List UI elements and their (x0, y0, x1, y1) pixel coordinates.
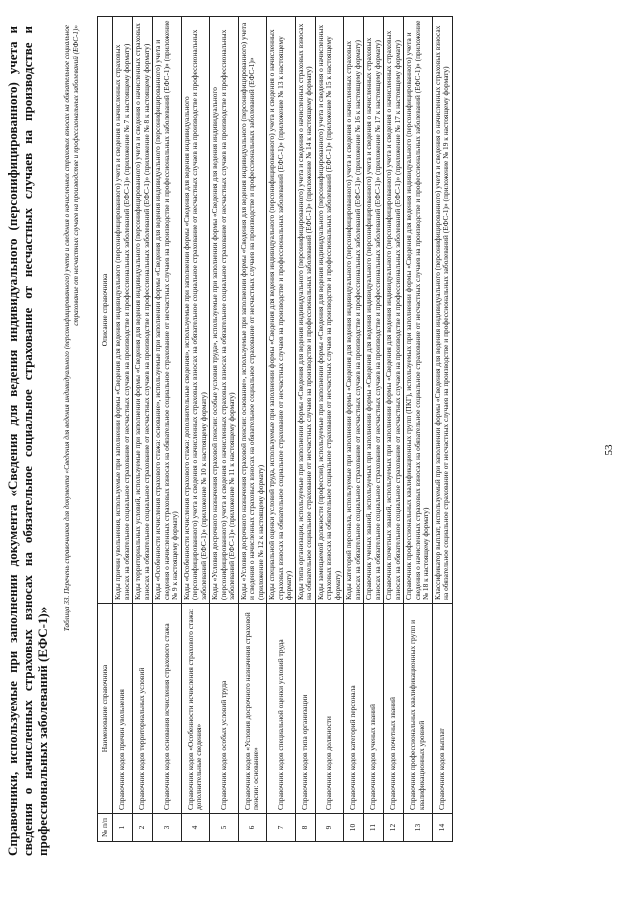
table-row (210, 17, 239, 842)
row-name: Справочник кодов почетных званий (384, 604, 404, 814)
header-name: Наименование справочника (98, 604, 113, 814)
row-description: Коды «Особенности исчисления страхового стажа: основание», используемые при заполнении формы «Сведения для ведения индивидуального (персонифицированного) учета и сведения о начисленных страховых взносах на обязательное социальное страхование от несчастных случаев на производстве и профессиональных заболеваний (ЕФС-1)» (приложение № 9 к настоящему формату) (153, 17, 182, 604)
table-row (238, 17, 267, 842)
header-number: № п/п (98, 814, 113, 842)
row-number: 10 (344, 814, 364, 842)
row-description: Классификатор выплат, используемый при заполнении формы «Сведения для ведения индивидуального (персонифицированного) учета и сведения о начисленных страховых взносах на обязательное социальное страхование от несчастных случаев на производстве и профессиональных заболеваний (ЕФС-1)» (приложение № 19 к настоящему формату) (432, 17, 452, 604)
row-number: 4 (181, 814, 210, 842)
row-number: 3 (153, 814, 182, 842)
table-row (404, 17, 433, 842)
row-description: Коды причин увольнения, используемые при заполнении формы «Сведения для ведения индивидуального (персонифицированного) учета и сведения о начисленных страховых взносах на обязательное социальное страхование от несчастных случаев на производстве и профессиональных заболеваний (ЕФС-1)» (приложение № 7 к настоящему формату) (113, 17, 133, 604)
row-description: Коды территориальных условий, используемые при заполнении формы «Сведения для ведения индивидуального (персонифицированного) учета и сведения о начисленных страховых взносах на обязательное социальное страхование от несчастных случаев на производстве и профессиональных заболеваний (ЕФС-1)» (приложение № 8 к настоящему формату) (133, 17, 153, 604)
table-row (133, 17, 153, 842)
row-name: Справочник кодов ученых званий (364, 604, 384, 814)
row-description: Коды «Условия досрочного назначения страховой пенсии: основание», используемые при заполнении формы «Сведения для ведения индивидуального (персонифицированного) учета и сведения о начисленных страховых взносах на обязательное социальное страхование от несчастных случаев на производстве и профессиональных заболеваний (ЕФС-1)» (приложение № 12 к настоящему формату) (238, 17, 267, 604)
row-number: 1 (113, 814, 133, 842)
row-description: Коды категорий персонала, используемые при заполнении формы «Сведения для ведения индивидуального (персонифицированного) учета и сведения о начисленных страховых взносах на обязательное социальное страхование от несчастных случаев на производстве и профессиональных заболеваний (ЕФС-1)» (приложение № 16 к настоящему формату) (344, 17, 364, 604)
table-row (384, 17, 404, 842)
table-row (113, 17, 133, 842)
row-number: 6 (238, 814, 267, 842)
row-description: Коды типа организации, используемые при заполнении формы «Сведения для ведения индивидуального (персонифицированного) учета и сведения о начисленных страховых взносах на обязательное социальное страхование от несчастных случаев на производстве и профессиональных заболеваний (ЕФС-1)» (приложение № 14 к настоящему формату) (295, 17, 315, 604)
table-row (295, 17, 315, 842)
row-description: Справочник профессиональных квалификационных групп (ПКГ), используемых при заполнении формы «Сведения для ведения индивидуального (персонифицированного) учета и сведения о начисленных страховых взносах на обязательное социальное страхование от несчастных случаев на производстве и профессиональных заболеваний (ЕФС-1)» (приложение № 18 к настоящему формату) (404, 17, 433, 604)
row-name: Справочник кодов должности (315, 604, 344, 814)
row-name: Справочник кодов категорий персонала (344, 604, 364, 814)
table-caption: Таблица 33. Перечень справочников для документа «Сведения для ведения индивидуального (персонифицированного) учета и сведения о начисленных страховых взносах на обязательное социальное страхование от несчастных случаев на производстве и профессиональных заболеваний (ЕФС-1)» (63, 25, 80, 632)
row-name: Справочник кодов территориальных условий (133, 604, 153, 814)
table-header-row (98, 17, 113, 842)
row-description: Справочник ученых званий, используемых при заполнении формы «Сведения для ведения индивидуального (персонифицированного) учета и сведения о начисленных страховых взносах на обязательное социальное страхование от несчастных случаев на производстве и профессиональных заболеваний (ЕФС-1)» (приложение № 17 к настоящему формату) (364, 17, 384, 604)
table-row (181, 17, 210, 842)
row-number: 2 (133, 814, 153, 842)
row-number: 14 (432, 814, 452, 842)
table-row (267, 17, 296, 842)
table-row (153, 17, 182, 842)
row-number: 5 (210, 814, 239, 842)
row-name: Справочник кодов «Условия досрочного назначения страховой пенсии: основание» (238, 604, 267, 814)
row-number: 7 (267, 814, 296, 842)
row-description: Коды «Условия досрочного назначения страховой пенсии: особые условия труда», используемые при заполнении формы «Сведения для ведения индивидуального (персонифицированного) учета и сведения о начисленных страховых взносах на обязательное социальное страхование от несчастных случаев на производстве и профессиональных заболеваний (ЕФС-1)» (приложение № 11 к настоящему формату) (210, 17, 239, 604)
row-number: 12 (384, 814, 404, 842)
row-description: Справочник почетных званий, используемых при заполнении формы «Сведения для ведения индивидуального (персонифицированного) учета и сведения о начисленных страховых взносах на обязательное социальное страхование от несчастных случаев на производстве и профессиональных заболеваний (ЕФС-1)» (приложение № 17 к настоящему формату) (384, 17, 404, 604)
row-name: Справочник кодов особых условий труда (210, 604, 239, 814)
row-name: Справочник кодов специальной оценки условий труда (267, 604, 296, 814)
row-number: 9 (315, 814, 344, 842)
row-name: Справочник кодов типа организации (295, 604, 315, 814)
header-description: Описание справочника (98, 17, 113, 604)
row-name: Справочник кодов основания исчисления страхового стажа (153, 604, 182, 814)
row-name: Справочник профессиональных квалификационных групп и квалификационных уровней (404, 604, 433, 814)
row-description: Коды специальной оценки условий труда, используемые при заполнении формы «Сведения для ведения индивидуального (персонифицированного) учета и сведения о начисленных страховых взносах на обязательное социальное страхование от несчастных случаев на производстве и профессиональных заболеваний (ЕФС-1)» (приложение № 13 к настоящему формату) (267, 17, 296, 604)
page-number: 53 (603, 444, 615, 456)
table-row (315, 17, 344, 842)
reference-table (97, 16, 453, 842)
row-name: Справочник кодов причин увольнения (113, 604, 133, 814)
row-description: Коды замещаемой должности (профессии), используемые при заполнении формы «Сведения для ведения индивидуального (персонифицированного) учета и сведения о начисленных страховых взносах на обязательное социальное страхование от несчастных случаев на производстве и профессиональных заболеваний (ЕФС-1)» (приложение № 15 к настоящему формату) (315, 17, 344, 604)
row-name: Справочник кодов «Особенности исчисления страхового стажа: дополнительные сведения» (181, 604, 210, 814)
table-row (432, 17, 452, 842)
row-number: 11 (364, 814, 384, 842)
row-number: 13 (404, 814, 433, 842)
row-description: Коды «Особенности исчисления страхового стажа: дополнительные сведения», используемые при заполнении формы «Сведения для ведения индивидуального (персонифицированного) учета и сведения о начисленных страховых взносах на обязательное социальное страхование от несчастных случаев на производстве и профессиональных заболеваний (ЕФС-1)» (приложение № 10 к настоящему формату) (181, 17, 210, 604)
row-number: 8 (295, 814, 315, 842)
table-row (364, 17, 384, 842)
row-name: Справочник кодов выплат (432, 604, 452, 814)
document-heading: Справочники, используемые при заполнении документа «Сведения для ведения индивидуального (персонифицированного) учета и сведения о начисленных страховых взносах на обязательное социальное страхование от несчастных случаев на производстве и профессиональных заболеваний (ЕФС-1)» (5, 26, 51, 856)
table-row (344, 17, 364, 842)
